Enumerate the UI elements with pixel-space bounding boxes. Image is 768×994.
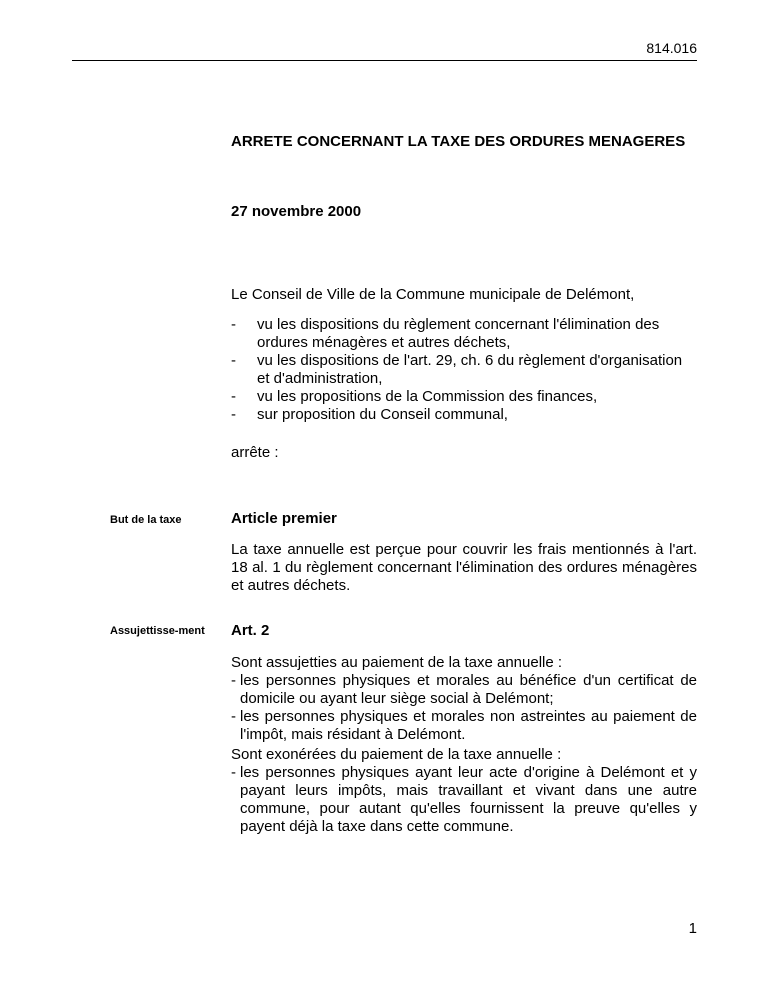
article-2-paragraph-1 (231, 654, 697, 744)
considerants-list (231, 316, 697, 424)
header-rule (72, 60, 697, 61)
article-1-text: La taxe annuelle est perçue pour couvrir les frais mentionnés à l'art. 18 al. 1 du règlement concernant l'élimination des ordures ménagères et autres déchets. (231, 541, 697, 594)
considerant-item: - vu les propositions de la Commission des finances, (231, 388, 697, 406)
article-2-p1-list (231, 672, 697, 744)
document-date: 27 novembre 2000 (231, 203, 362, 220)
article-2-paragraph-2 (231, 746, 697, 836)
margin-note-but: But de la taxe (110, 514, 182, 526)
list-item: - les personnes physiques et morales non astreintes au paiement de l'impôt, mais résidant à Delémont. (231, 708, 697, 744)
margin-note-assujettissement: Assujettisse-ment (110, 625, 205, 637)
document-title: ARRETE CONCERNANT LA TAXE DES ORDURES MENAGERES (231, 133, 686, 150)
considerant-item: - vu les dispositions du règlement concernant l'élimination des ordures ménagères et autres déchets, (231, 316, 697, 352)
article-2-p2-list (231, 764, 697, 836)
list-item: - les personnes physiques ayant leur acte d'origine à Delémont et y payant leurs impôts, mais travaillant et vivant dans une autre commune, pour autant qu'elles fournissent la preuve qu'elles y payent déjà la taxe dans cette commune. (231, 764, 697, 836)
article-2-p2-intro: Sont exonérées du paiement de la taxe annuelle : (231, 746, 562, 763)
page-number: 1 (688, 920, 697, 937)
article-1-heading: Article premier (231, 510, 337, 527)
arrete-text: arrête : (231, 444, 279, 461)
intro-text: Le Conseil de Ville de la Commune municipale de Delémont, (231, 286, 635, 303)
considerant-item: - vu les dispositions de l'art. 29, ch. 6 du règlement d'organisation et d'administration, (231, 352, 697, 388)
list-item: - les personnes physiques et morales au bénéfice d'un certificat de domicile ou ayant leur siège social à Delémont; (231, 672, 697, 708)
reference-number: 814.016 (646, 40, 697, 56)
article-2-heading: Art. 2 (231, 622, 270, 639)
considerant-item: - sur proposition du Conseil communal, (231, 406, 697, 424)
article-2-p1-intro: Sont assujetties au paiement de la taxe annuelle : (231, 654, 563, 671)
